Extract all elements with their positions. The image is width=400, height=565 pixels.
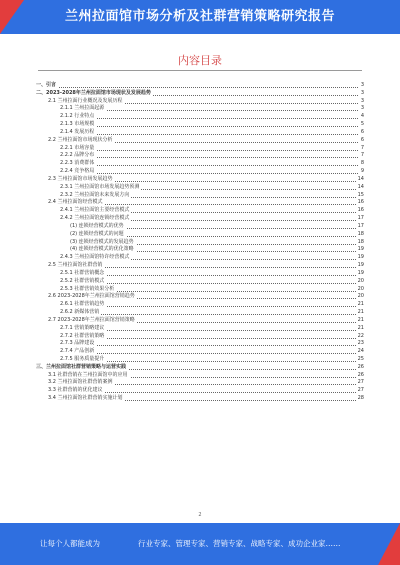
toc-entry[interactable] bbox=[36, 223, 364, 231]
toc-entry-title: 2.4 兰州拉面馆经营模式 bbox=[48, 199, 103, 206]
toc-entry[interactable] bbox=[36, 262, 364, 270]
toc-entry[interactable] bbox=[36, 176, 364, 184]
toc-entry-page: 25 bbox=[357, 355, 364, 362]
toc-entry[interactable] bbox=[36, 113, 364, 121]
toc-leader-dots bbox=[60, 345, 358, 346]
toc-entry-page: 9 bbox=[360, 168, 364, 175]
toc-entry-title: 一、引言 bbox=[36, 82, 57, 88]
toc-entry[interactable] bbox=[36, 231, 364, 239]
toc-entry-page: 4 bbox=[360, 113, 364, 120]
toc-entry[interactable] bbox=[36, 184, 364, 192]
toc-entry[interactable] bbox=[36, 309, 364, 317]
toc-entry-title: 2.7.2 社群营销策略 bbox=[60, 332, 105, 339]
toc-entry-title: 2.2.1 市场容量 bbox=[60, 144, 95, 151]
toc-entry-page: 20 bbox=[357, 285, 364, 292]
toc-entry-page: 21 bbox=[357, 324, 364, 331]
toc-entry-page: 18 bbox=[357, 230, 364, 237]
toc-entry-page: 22 bbox=[357, 332, 364, 339]
toc-entry[interactable] bbox=[36, 340, 364, 348]
toc-heading: 内容目录 bbox=[178, 54, 222, 67]
toc-entry-title: 2.4.3 兰州拉面馆特许经营模式 bbox=[60, 254, 130, 261]
toc-entry-page: 21 bbox=[357, 301, 364, 308]
toc-entry[interactable] bbox=[36, 270, 364, 278]
toc-entry[interactable] bbox=[36, 90, 364, 98]
toc-entry-title: 3.3 社群营销的优化建议 bbox=[48, 387, 103, 394]
toc-entry-page: 27 bbox=[357, 379, 364, 386]
toc-entry-title: 2.5.1 社群营销概念 bbox=[60, 269, 105, 276]
toc-leader-dots bbox=[60, 126, 358, 127]
toc-entry-page: 26 bbox=[357, 363, 364, 370]
toc-entry[interactable] bbox=[36, 356, 364, 364]
toc-entry[interactable] bbox=[36, 207, 364, 215]
toc-entry-page: 23 bbox=[357, 340, 364, 347]
page-number: 2 bbox=[198, 512, 202, 518]
toc-entry-title: 2.7.3 品牌建设 bbox=[60, 340, 95, 347]
toc-entry-page: 16 bbox=[357, 207, 364, 214]
toc-leader-dots bbox=[60, 173, 358, 174]
header-banner bbox=[0, 0, 400, 34]
toc-entry-title: 2.1.3 市场规模 bbox=[60, 121, 95, 128]
toc-entry[interactable] bbox=[36, 168, 364, 176]
toc-entry-page: 17 bbox=[357, 215, 364, 222]
footer-tagline: 行业专家、管理专家、营销专家、战略专家、成功企业家…… bbox=[138, 539, 341, 548]
toc-entry[interactable] bbox=[36, 293, 364, 301]
toc-entry-page: 19 bbox=[357, 246, 364, 253]
toc-leader-dots bbox=[60, 157, 358, 158]
toc-entry[interactable] bbox=[36, 137, 364, 145]
toc-entry-title: 2.3.1 兰州拉面馆市场发展趋势预测 bbox=[60, 183, 140, 190]
table-of-contents bbox=[36, 82, 364, 403]
toc-entry-page: 19 bbox=[357, 262, 364, 269]
toc-entry-title: 2.6.1 社群营销趋势 bbox=[60, 301, 105, 308]
toc-entry[interactable] bbox=[36, 215, 364, 223]
toc-entry-title: 2.6.2 新媒体营销 bbox=[60, 309, 100, 316]
toc-entry-title: 2.5.3 社群营销效果分析 bbox=[60, 285, 115, 292]
toc-entry-page: 7 bbox=[360, 152, 364, 159]
toc-entry-page: 18 bbox=[357, 238, 364, 245]
toc-leader-dots bbox=[60, 165, 358, 166]
toc-entry-page: 3 bbox=[360, 82, 364, 88]
toc-leader-dots bbox=[60, 134, 358, 135]
toc-entry-title: 2.7.1 营销策略建议 bbox=[60, 324, 105, 331]
toc-entry-page: 3 bbox=[360, 89, 364, 96]
footer-red-accent bbox=[378, 523, 400, 565]
toc-entry[interactable] bbox=[36, 129, 364, 137]
toc-entry-title: 2.5.2 社群营销模式 bbox=[60, 277, 105, 284]
toc-leader-dots bbox=[60, 150, 358, 151]
toc-entry[interactable] bbox=[36, 364, 364, 372]
toc-entry-title: 2.6 2023-2028年兰州拉面馆营销趋势 bbox=[48, 293, 135, 300]
footer-slogan: 让每个人都能成为 bbox=[40, 539, 100, 548]
toc-entry-page: 26 bbox=[357, 371, 364, 378]
toc-entry-title: 2.7.5 服务质量提升 bbox=[60, 355, 105, 362]
toc-entry[interactable] bbox=[36, 278, 364, 286]
toc-entry-page: 20 bbox=[357, 277, 364, 284]
toc-entry-title: 2.2.2 品牌分布 bbox=[60, 152, 95, 159]
toc-entry-title: 2.1.4 发展历程 bbox=[60, 128, 95, 135]
toc-entry-title: 2.5 兰州拉面馆社群营销 bbox=[48, 262, 103, 269]
toc-entry-title: 二、2023-2028年兰州拉面馆市场现状及发展趋势 bbox=[36, 89, 151, 96]
toc-entry-title: 2.4.1 兰州拉面馆主要经营模式 bbox=[60, 207, 130, 214]
toc-entry-title: (4) 连锁经营模式的优化策略 bbox=[70, 246, 134, 253]
toc-entry-page: 17 bbox=[357, 222, 364, 229]
toc-entry-page: 6 bbox=[360, 136, 364, 143]
toc-entry-page: 19 bbox=[357, 254, 364, 261]
toc-entry-title: 2.7.4 产品创新 bbox=[60, 348, 95, 355]
toc-entry-title: 2.1 兰州拉面行业概况及发展历程 bbox=[48, 97, 123, 104]
toc-entry-title: (2) 连锁经营模式的问题 bbox=[70, 230, 124, 237]
toc-entry-page: 16 bbox=[357, 199, 364, 206]
toc-leader-dots bbox=[36, 87, 358, 88]
toc-entry-page: 5 bbox=[360, 121, 364, 128]
toc-entry[interactable] bbox=[36, 325, 364, 333]
toc-entry[interactable] bbox=[36, 301, 364, 309]
toc-entry-title: 3.4 兰州拉面馆社群营销实施计划 bbox=[48, 395, 123, 402]
toc-entry[interactable] bbox=[36, 254, 364, 262]
toc-leader-dots bbox=[60, 353, 358, 354]
toc-entry-title: 三、兰州拉面馆社群营销策略与运营实践 bbox=[36, 363, 127, 370]
toc-entry-title: 2.2.3 消费群体 bbox=[60, 160, 95, 167]
toc-entry-title: 2.1.1 兰州拉面起源 bbox=[60, 105, 105, 112]
toc-entry[interactable] bbox=[36, 82, 364, 90]
toc-entry-title: 2.7 2023-2028年兰州拉面馆营销策略 bbox=[48, 316, 135, 323]
toc-entry-page: 6 bbox=[360, 128, 364, 135]
toc-entry-title: 2.2 兰州拉面馆市场现状分析 bbox=[48, 136, 113, 143]
toc-entry-title: 2.1.2 行业特点 bbox=[60, 113, 95, 120]
toc-entry-page: 7 bbox=[360, 144, 364, 151]
toc-leader-dots bbox=[60, 314, 358, 315]
toc-entry-title: (1) 连锁经营模式的优势 bbox=[70, 222, 124, 229]
toc-entry[interactable] bbox=[36, 317, 364, 325]
toc-entry-page: 24 bbox=[357, 348, 364, 355]
toc-entry-title: 2.3.2 兰州拉面馆未来发展方向 bbox=[60, 191, 130, 198]
toc-entry[interactable] bbox=[36, 395, 364, 403]
toc-entry-page: 20 bbox=[357, 293, 364, 300]
toc-entry-page: 27 bbox=[357, 387, 364, 394]
report-title: 兰州拉面馆市场分析及社群营销策略研究报告 bbox=[64, 9, 335, 24]
toc-entry-page: 14 bbox=[357, 183, 364, 190]
toc-entry-page: 3 bbox=[360, 105, 364, 112]
toc-entry-page: 19 bbox=[357, 269, 364, 276]
toc-entry-page: 15 bbox=[357, 191, 364, 198]
toc-entry-page: 21 bbox=[357, 309, 364, 316]
toc-entry[interactable] bbox=[36, 348, 364, 356]
toc-leader-dots bbox=[60, 118, 358, 119]
footer-banner bbox=[0, 523, 400, 565]
toc-entry-title: (3) 连锁经营模式的发展趋势 bbox=[70, 238, 134, 245]
toc-entry-title: 2.4.2 兰州拉面馆连锁经营模式 bbox=[60, 215, 130, 222]
toc-entry-title: 2.3 兰州拉面馆市场发展趋势 bbox=[48, 175, 113, 182]
toc-entry-page: 3 bbox=[360, 97, 364, 104]
toc-entry-page: 21 bbox=[357, 316, 364, 323]
toc-entry-title: 2.2.4 竞争格局 bbox=[60, 168, 95, 175]
toc-entry-page: 8 bbox=[360, 160, 364, 167]
toc-entry[interactable] bbox=[36, 121, 364, 129]
toc-entry-page: 14 bbox=[357, 175, 364, 182]
toc-divider bbox=[38, 70, 362, 71]
toc-entry-page: 28 bbox=[357, 395, 364, 402]
toc-entry-title: 3.1 社群营销在兰州拉面馆中的应用 bbox=[48, 371, 128, 378]
toc-entry[interactable] bbox=[36, 387, 364, 395]
toc-entry-title: 3.2 兰州拉面馆社群营销案例 bbox=[48, 379, 113, 386]
toc-entry[interactable] bbox=[36, 160, 364, 168]
